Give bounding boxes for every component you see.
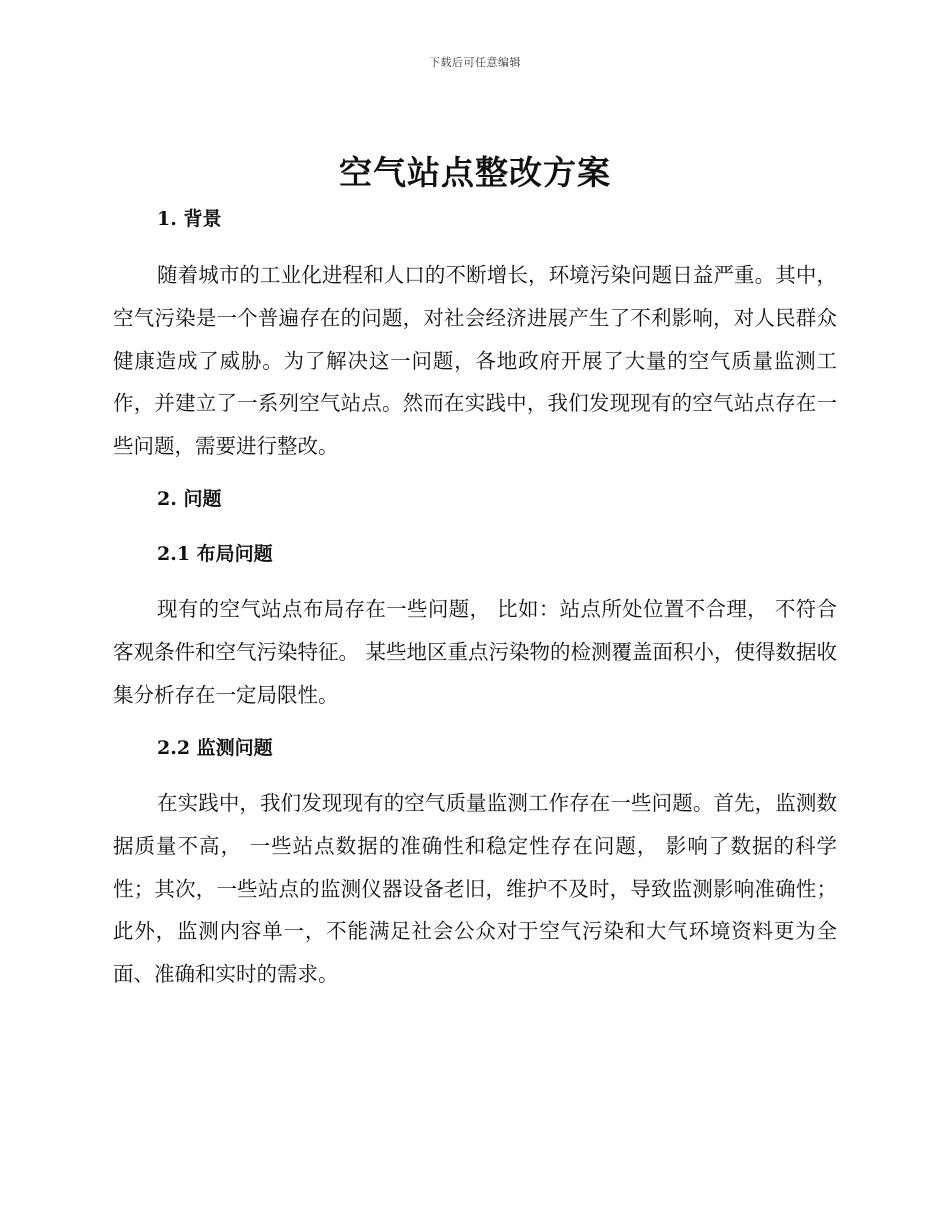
background-paragraph: 随着城市的工业化进程和人口的不断增长，环境污染问题日益严重。其中，空气污染是一个普遍存在的问题，对社会经济进展产生了不利影响，对人民群众健康造成了威胁。为了解决这一问题，各地政府开展了大量的空气质量监测工作，并建立了一系列空气站点。然而在实践中，我们发现现有的空气站点存在一些问题，需要进行整改。	[113, 263, 837, 459]
monitoring-problems-paragraph: 在实践中，我们发现现有的空气质量监测工作存在一些问题。首先，监测数据质量不高， 一些站点数据的准确性和稳定性存在问题， 影响了数据的科学性；其次，一些站点的监测仪器设备老旧，维护不及时，导致监测影响准确性；此外，监测内容单一，不能满足社会公众对于空气污染和大气环境资料更为全面、准确和实时的需求。	[113, 791, 837, 987]
document-title: 空气站点整改方案	[339, 153, 611, 192]
layout-problems-paragraph: 现有的空气站点布局存在一些问题， 比如：站点所处位置不合理， 不符合客观条件和空气污染特征。 某些地区重点污染物的检测覆盖面积小，使得数据收集分析存在一定局限性。	[113, 597, 838, 707]
page-header-note: 下载后可任意编辑	[429, 56, 521, 69]
section-heading-problems: 2. 问题	[157, 488, 222, 510]
section-heading-layout-problems: 2.1 布局问题	[157, 543, 273, 565]
section-heading-background: 1. 背景	[157, 208, 222, 230]
section-heading-monitoring-problems: 2.2 监测问题	[157, 737, 273, 759]
